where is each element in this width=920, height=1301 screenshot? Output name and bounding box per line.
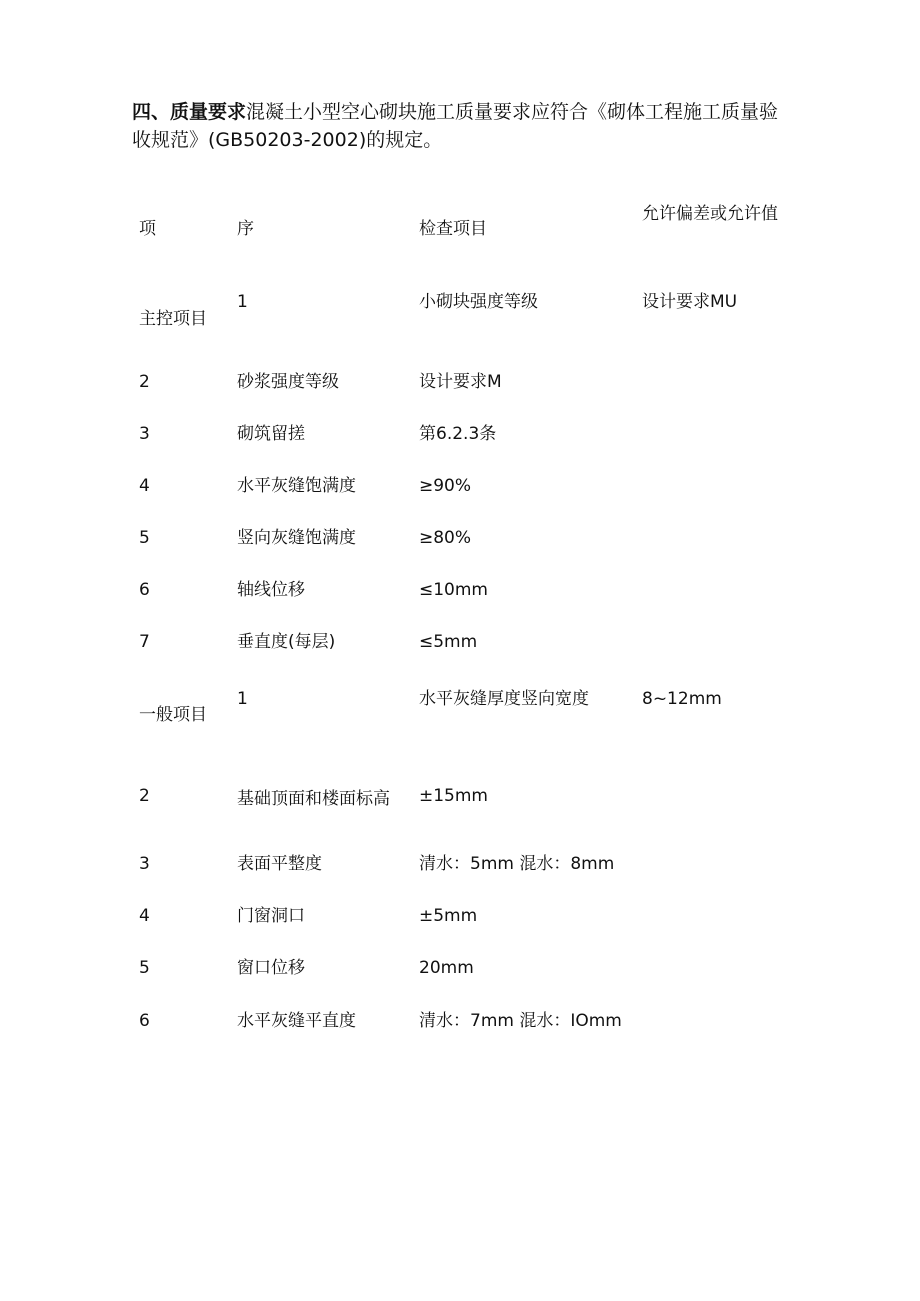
table-row-12-col1: 5 [139, 958, 150, 978]
table-row-10-col2: 表面平整度 [237, 854, 322, 874]
table-row-2-col1: 2 [139, 372, 150, 392]
table-row-11-col2: 门窗洞口 [237, 906, 305, 926]
table-row-13-col2: 水平灰缝平直度 [237, 1011, 356, 1031]
header-tolerance: 允许偏差或允许值 [642, 204, 778, 224]
section-heading [132, 98, 782, 154]
table-row-1-seq: 1 [237, 292, 248, 312]
table-row-11-col3: ±5mm [419, 906, 478, 926]
table-row-3-col1: 3 [139, 424, 150, 444]
table-row-9-col2: 基础顶面和楼面标高 [237, 789, 390, 809]
table-row-6-col1: 6 [139, 580, 150, 600]
table-row-3-col3: 第6.2.3条 [419, 424, 497, 444]
table-row-8-value: 8~12mm [642, 689, 722, 709]
table-row-12-col2: 窗口位移 [237, 958, 305, 978]
section-heading-text: 混凝土小型空心砌块施工质量要求应符合《砌体工程施工质量验收规范》(GB50203-2002)的规定。 [132, 101, 779, 151]
table-row-4-col3: ≥90% [419, 476, 472, 496]
table-row-5-col2: 竖向灰缝饱满度 [237, 528, 356, 548]
table-row-7-col3: ≤5mm [419, 632, 478, 652]
table-row-9-col3: ±15mm [419, 786, 488, 806]
table-row-1-value: 设计要求MU [642, 292, 738, 312]
table-row-9-col1: 2 [139, 786, 150, 806]
table-row-6-col3: ≤10mm [419, 580, 488, 600]
table-row-4-col1: 4 [139, 476, 150, 496]
main-items-label: 主控项目 [139, 309, 207, 329]
table-row-1-item: 小砌块强度等级 [419, 292, 538, 312]
section-heading-title: 四、质量要求 [132, 101, 247, 123]
table-row-5-col3: ≥80% [419, 528, 472, 548]
table-row-7-col2: 垂直度(每层) [237, 632, 336, 652]
table-row-8-item: 水平灰缝厚度竖向宽度 [419, 689, 589, 709]
table-row-8-seq: 1 [237, 689, 248, 709]
table-row-10-col1: 3 [139, 854, 150, 874]
table-row-6-col2: 轴线位移 [237, 580, 305, 600]
table-row-10-col3: 清水：5mm 混水：8mm [419, 854, 615, 874]
table-row-3-col2: 砌筑留搓 [237, 424, 305, 444]
table-row-2-col2: 砂浆强度等级 [237, 372, 339, 392]
table-row-11-col1: 4 [139, 906, 150, 926]
table-row-2-col3: 设计要求M [419, 372, 502, 392]
header-check-item: 检查项目 [419, 219, 487, 239]
table-row-13-col3: 清水：7mm 混水：IOmm [419, 1011, 622, 1031]
header-item: 项 [139, 219, 156, 239]
table-row-7-col1: 7 [139, 632, 150, 652]
header-seq: 序 [237, 219, 254, 239]
table-row-5-col1: 5 [139, 528, 150, 548]
table-row-13-col1: 6 [139, 1011, 150, 1031]
table-row-12-col3: 20mm [419, 958, 474, 978]
general-items-label: 一般项目 [139, 705, 207, 725]
table-row-4-col2: 水平灰缝饱满度 [237, 476, 356, 496]
